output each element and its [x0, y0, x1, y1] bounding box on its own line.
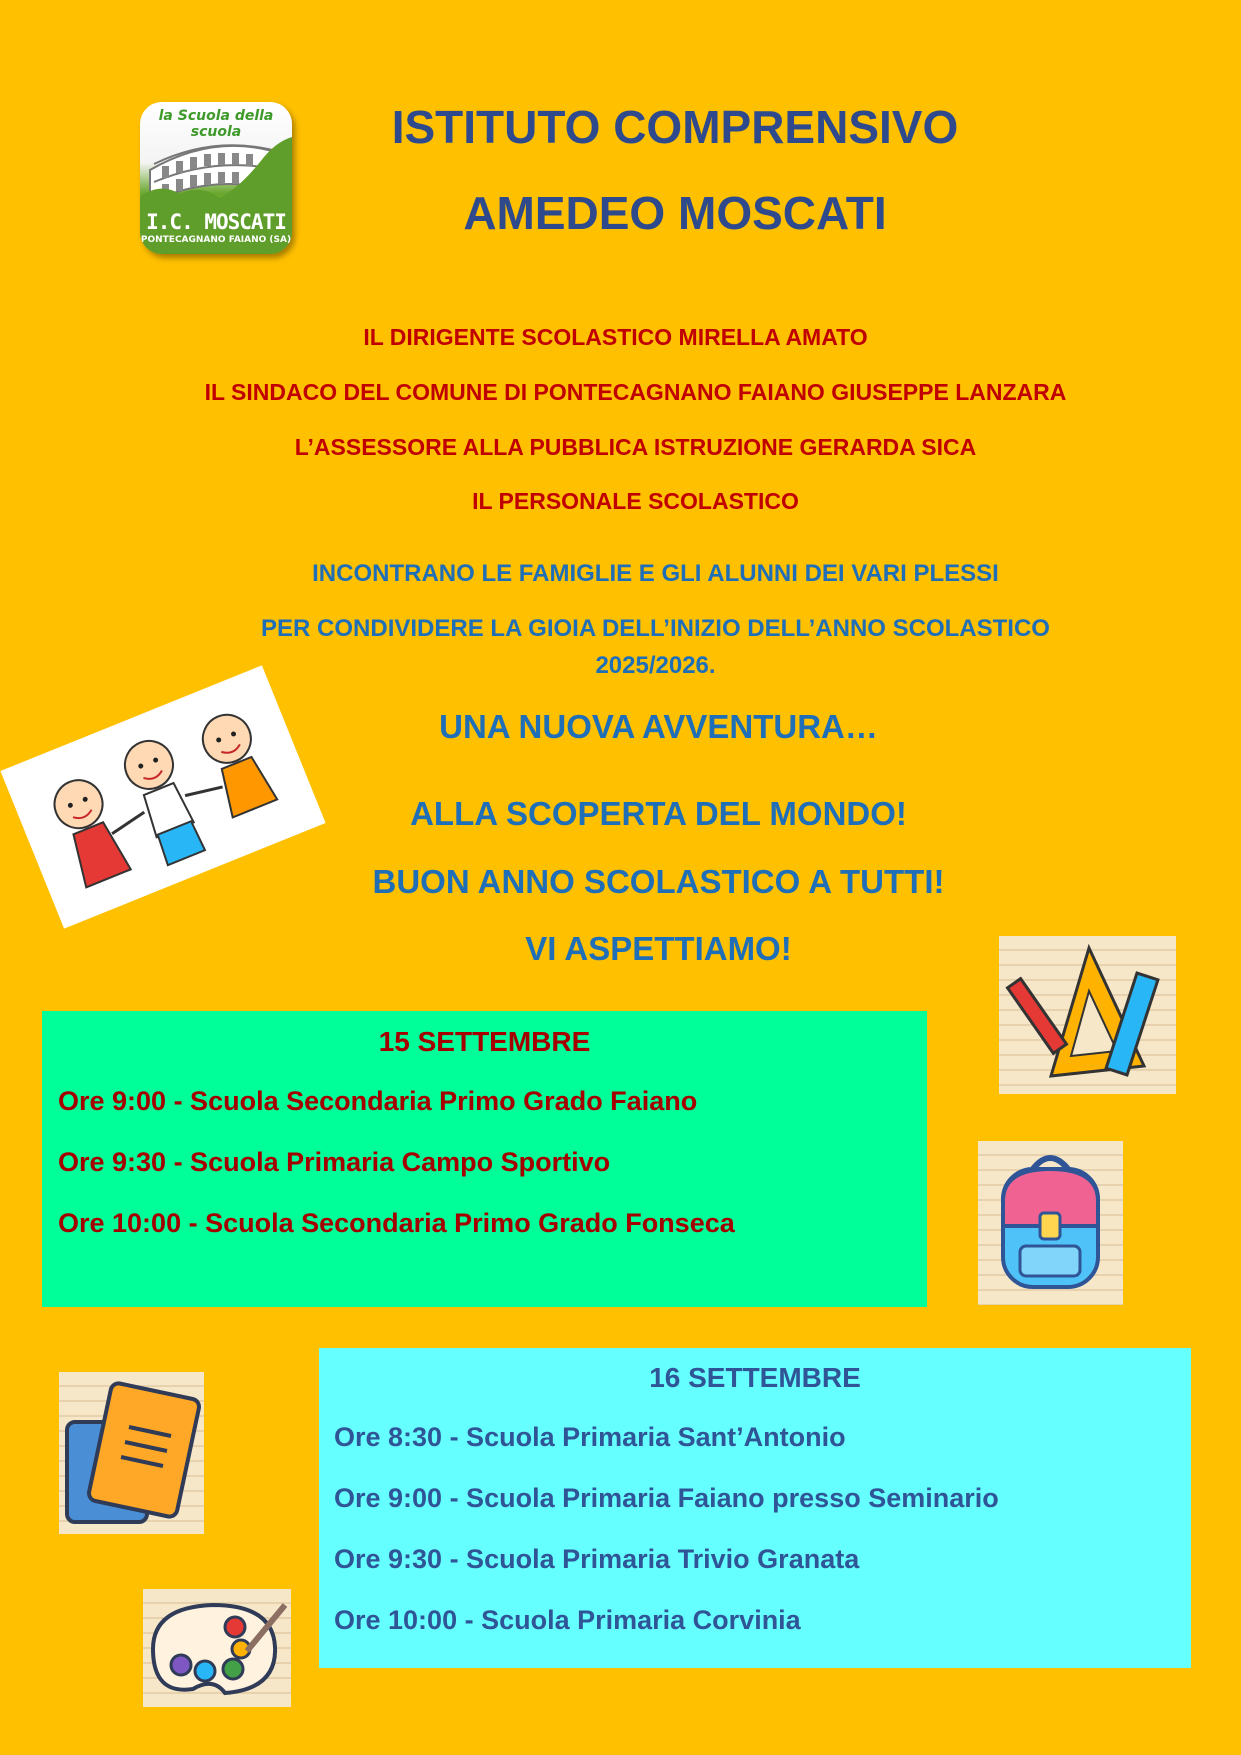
palette-icon: [143, 1589, 291, 1707]
day2-item: Ore 9:30 - Scuola Primaria Trivio Granata: [334, 1544, 860, 1574]
school-logo: [140, 102, 292, 254]
authority-principal: IL DIRIGENTE SCOLASTICO MIRELLA AMATO: [363, 324, 868, 350]
slogan-adventure: UNA NUOVA AVVENTURA…: [439, 708, 878, 745]
authority-staff: IL PERSONALE SCOLASTICO: [472, 488, 799, 514]
backpack-icon: [978, 1141, 1123, 1305]
invite-line3: 2025/2026.: [595, 652, 716, 679]
page-title-line2: AMEDEO MOSCATI: [463, 187, 887, 239]
slogan-welcome: VI ASPETTIAMO!: [525, 930, 792, 967]
day1-item: Ore 10:00 - Scuola Secondaria Primo Grado Fonseca: [58, 1208, 735, 1238]
schedule-day2: [319, 1348, 1191, 1668]
day2-title: 16 SETTEMBRE: [649, 1362, 861, 1393]
day1-item: Ore 9:00 - Scuola Secondaria Primo Grado Faiano: [58, 1086, 698, 1116]
book-icon: [59, 1372, 204, 1534]
day2-item: Ore 10:00 - Scuola Primaria Corvinia: [334, 1605, 801, 1635]
logo-place: PONTECAGNANO FAIANO (SA): [140, 235, 292, 245]
logo-tagline: la Scuola della scuola: [158, 108, 274, 140]
day1-item: Ore 9:30 - Scuola Primaria Campo Sportivo: [58, 1147, 611, 1177]
day1-title: 15 SETTEMBRE: [378, 1026, 591, 1057]
schedule-day1: [42, 1011, 927, 1307]
page-title-line1: ISTITUTO COMPRENSIVO: [391, 101, 959, 153]
slogan-discovery: ALLA SCOPERTA DEL MONDO!: [410, 795, 907, 832]
day2-item: Ore 9:00 - Scuola Primaria Faiano presso Seminario: [334, 1483, 999, 1513]
invite-line2: PER CONDIVIDERE LA GIOIA DELL’INIZIO DELL’ANNO SCOLASTICO: [261, 615, 1050, 642]
authority-mayor: IL SINDACO DEL COMUNE DI PONTECAGNANO FAIANO GIUSEPPE LANZARA: [204, 379, 1067, 405]
ruler-pencil-icon: [999, 936, 1176, 1094]
authority-councillor: L’ASSESSORE ALLA PUBBLICA ISTRUZIONE GERARDA SICA: [294, 434, 977, 460]
day2-item: Ore 8:30 - Scuola Primaria Sant’Antonio: [334, 1422, 846, 1452]
invite-line1: INCONTRANO LE FAMIGLIE E GLI ALUNNI DEI VARI PLESSI: [312, 560, 999, 587]
logo-name: I.C. MOSCATI: [146, 210, 286, 234]
slogan-greeting: BUON ANNO SCOLASTICO A TUTTI!: [372, 863, 945, 900]
